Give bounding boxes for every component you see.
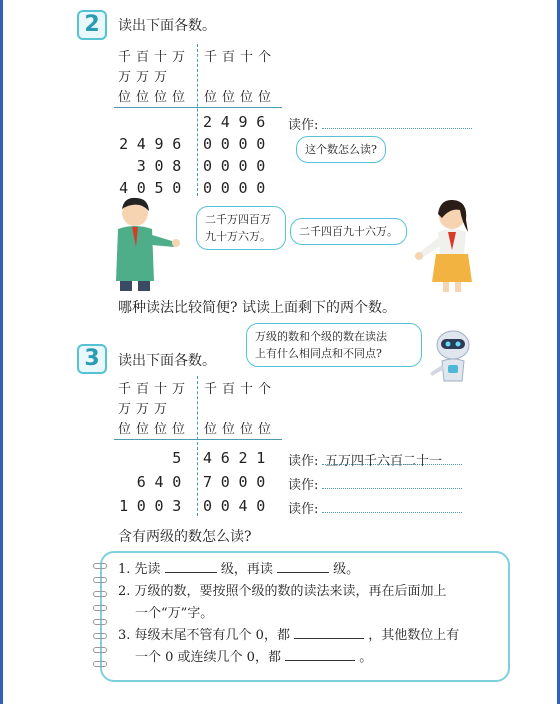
spiral-ring bbox=[93, 661, 107, 667]
ge-place-labels-row1: 千百十个 bbox=[204, 50, 277, 65]
s2-row3-wan: 308 bbox=[136, 157, 190, 175]
s2-row1-answer-line[interactable] bbox=[322, 115, 472, 129]
s3-row1-answer-line bbox=[322, 451, 462, 465]
spiral-ring bbox=[93, 647, 107, 653]
robot-speech-line1: 万级的数和个级的数在读法 bbox=[255, 330, 387, 343]
spiral-ring bbox=[93, 605, 107, 611]
section-2-badge: 2 bbox=[77, 10, 107, 40]
s3-row3-read-label: 读作: bbox=[288, 502, 319, 517]
s3-row1-read-label: 读作: bbox=[288, 454, 319, 469]
s2-row4-ge: 0000 bbox=[203, 179, 274, 197]
s3-row3-answer-line[interactable] bbox=[322, 499, 462, 513]
spiral-ring bbox=[93, 633, 107, 639]
boy-illustration bbox=[108, 195, 184, 291]
note-line-2b: 一个“万”字。 bbox=[135, 606, 214, 621]
summary-notebox bbox=[100, 551, 510, 682]
note-3-text-b: ，其他数位上有 bbox=[368, 628, 460, 643]
robot-illustration bbox=[428, 327, 478, 383]
wan-place-labels-row3: 位位位位 bbox=[118, 90, 191, 105]
s3-row2-read-label: 读作: bbox=[288, 478, 319, 493]
note-1-text-b: 级，再读 bbox=[220, 562, 273, 577]
section-3-question: 含有两级的数怎么读? bbox=[118, 529, 252, 545]
note-1-text-c: 级。 bbox=[333, 562, 360, 577]
s3-row3-wan: 1003 bbox=[119, 497, 190, 515]
boy-speech-bubble bbox=[196, 206, 286, 250]
section-3-heading: 读出下面各数。 bbox=[118, 353, 216, 369]
boy-speech-line1: 二千万四百万 bbox=[205, 213, 271, 226]
s2-row2-wan: 2496 bbox=[119, 135, 190, 153]
s2-row3-ge: 0000 bbox=[203, 157, 274, 175]
note-line-2: 2. 万级的数，要按照个级的数的读法来读，再在后面加上 bbox=[118, 584, 447, 599]
spiral-ring bbox=[93, 619, 107, 625]
note-4-blank-1[interactable] bbox=[285, 647, 355, 661]
s3-row1-wan: 5 bbox=[172, 449, 190, 467]
s3-ge-place-labels-row1: 千百十个 bbox=[204, 382, 277, 397]
s3-row3-ge: 0040 bbox=[203, 497, 274, 515]
level-divider bbox=[197, 44, 198, 196]
section-2-question: 哪种读法比较简便? 试读上面剩下的两个数。 bbox=[118, 300, 396, 316]
wan-place-labels-row1: 千百十万 bbox=[118, 50, 191, 65]
note-3-text-a: 3. 每级末尾不管有几个 0，都 bbox=[118, 628, 290, 643]
s3-row2-ge: 7000 bbox=[203, 473, 274, 491]
s3-level-divider bbox=[197, 376, 198, 516]
note-line-1 bbox=[118, 559, 459, 581]
wan-place-labels-row2: 万万万 bbox=[118, 70, 173, 85]
spiral-ring bbox=[93, 591, 107, 597]
ge-place-labels-row3: 位位位位 bbox=[204, 90, 277, 105]
s3-wan-place-labels-row2: 万万万 bbox=[118, 402, 173, 417]
s3-wan-place-labels-row3: 位位位位 bbox=[118, 422, 191, 437]
note-line-3 bbox=[118, 625, 459, 647]
spiral-ring bbox=[93, 563, 107, 569]
note-1-text-a: 1. 先读 bbox=[118, 562, 161, 577]
s3-ge-place-labels-row3: 位位位位 bbox=[204, 422, 277, 437]
note-3-blank-1[interactable] bbox=[294, 625, 364, 639]
robot-speech-bubble bbox=[246, 323, 422, 367]
robot-speech-line2: 上有什么相同点和不同点? bbox=[255, 347, 382, 360]
s2-row1-ge: 2496 bbox=[203, 113, 274, 131]
note-1-blank-2[interactable] bbox=[277, 559, 329, 573]
question-bubble: 这个数怎么读? bbox=[296, 136, 386, 163]
note-1-blank-1[interactable] bbox=[165, 559, 217, 573]
s3-row1-ge: 4621 bbox=[203, 449, 274, 467]
s3-row2-wan: 640 bbox=[136, 473, 190, 491]
girl-speech-bubble: 二千四百九十六万。 bbox=[290, 218, 407, 245]
s3-wan-place-labels-row1: 千百十万 bbox=[118, 382, 191, 397]
s3-row1-reading: 五万四千六百二十一 bbox=[325, 454, 443, 469]
section-3-badge: 3 bbox=[77, 344, 107, 374]
s3-row2-answer-line[interactable] bbox=[322, 475, 462, 489]
note-line-4 bbox=[118, 647, 459, 669]
header-rule bbox=[114, 107, 282, 108]
note-4-text-a: 一个 0 或连续几个 0，都 bbox=[135, 650, 281, 665]
s3-header-rule bbox=[114, 439, 282, 440]
spiral-ring bbox=[93, 577, 107, 583]
boy-speech-line2: 九十万六万。 bbox=[205, 230, 271, 243]
note-4-text-b: 。 bbox=[359, 650, 373, 665]
girl-illustration bbox=[410, 196, 480, 292]
s2-row2-ge: 0000 bbox=[203, 135, 274, 153]
s2-row4-wan: 4050 bbox=[119, 179, 190, 197]
s2-row1-read-label: 读作: bbox=[288, 118, 319, 133]
section-2-heading: 读出下面各数。 bbox=[118, 18, 216, 34]
